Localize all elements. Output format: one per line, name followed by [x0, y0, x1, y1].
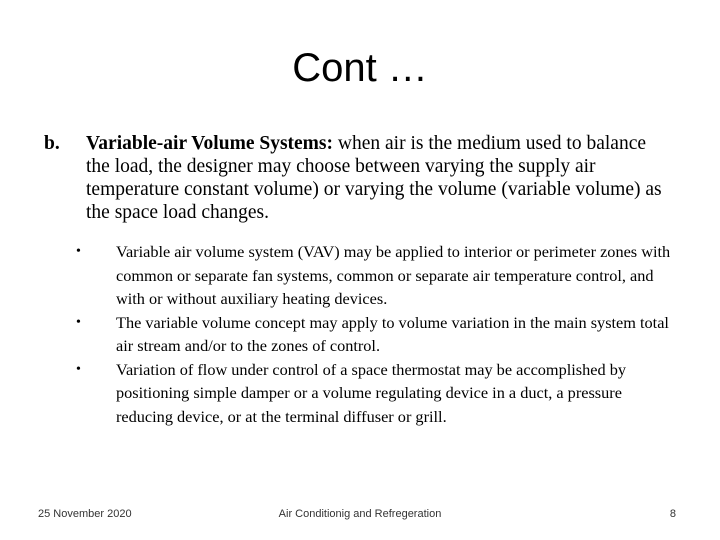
bullet-item [76, 358, 676, 429]
footer-course-title: Air Conditionig and Refregeration [278, 508, 442, 520]
main-point-marker: b. [44, 133, 60, 154]
bullet-text: Variation of flow under control of a space thermostat may be accomplished by positioning simple damper or a volume regulating device in a duct, a pressure reducing device, or at the terminal diffuser or grill. [116, 359, 626, 426]
main-point-body: when air is the medium used to balance the load, the designer may choose between varying the supply air temperature constant volume) or varying the volume (variable volume) as the space load changes. [86, 133, 662, 223]
bullet-icon: • [76, 361, 81, 377]
main-point-heading: Variable-air Volume Systems: [86, 133, 334, 154]
bullet-text: The variable volume concept may apply to volume variation in the main system total air stream and/or to the zones of control. [116, 312, 669, 355]
bullet-text: Variable air volume system (VAV) may be applied to interior or perimeter zones with common or separate fan systems, common or separate air temperature control, and with or without auxiliary heating devices. [116, 242, 671, 308]
bullet-icon: • [76, 314, 81, 330]
slide-title: Cont … [292, 46, 428, 90]
footer-page-number: 8 [669, 508, 676, 520]
main-point-text [86, 132, 671, 224]
bullet-icon: • [76, 244, 81, 259]
bullet-item [76, 311, 676, 358]
main-point [44, 132, 684, 224]
bullet-item [76, 240, 676, 311]
bullet-list [76, 240, 686, 428]
footer-date: 25 November 2020 [38, 508, 132, 520]
